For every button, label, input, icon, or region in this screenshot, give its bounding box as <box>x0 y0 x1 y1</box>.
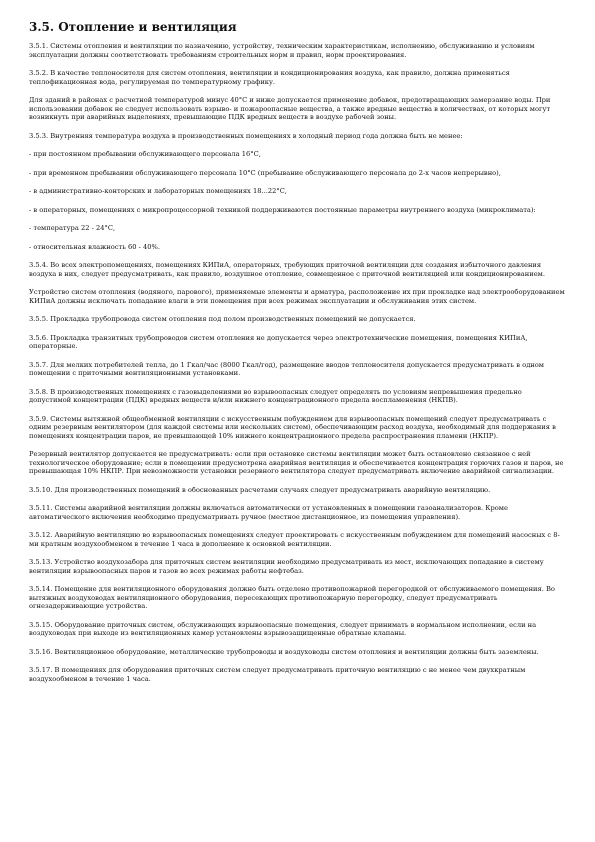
paragraph: - при временном пребывании обслуживающего персонала 10°С (пребывание обслуживающего персонала до 2-х часов непрерывно), <box>29 168 501 177</box>
paragraph: 3.5.14. Помещение для вентиляционного оборудования должно быть отделено противопожарной перегородкой от обслуживаемого помещения. Во вытяжных воздуховодах вентиляционного оборудования, пересекающих противопожарную перегородку, следует предусматривать огнезадерживающие устройства. <box>29 585 555 610</box>
paragraph: 3.5.12. Аварийную вентиляцию во взрывоопасных помещениях следует проектировать с искусственным побуждением для помещений насосных с 8-ми кратным воздухообменом в течение 1 часа в дополнение к основной вентиляции. <box>29 531 560 548</box>
paragraph: 3.5.8. В производственных помещениях с газовыделениями во взрывоопасных следует определять по условиям непревышения предельно допустимой концентрации (ПДК) вредных веществ и/или нижнего концентрационного предела воспламенения (НКПВ). <box>29 387 522 404</box>
paragraph: 3.5.15. Оборудование приточных систем, обслуживающих взрывоопасные помещения, следует принимать в нормальном исполнении, если на воздуховодах при выходе из вентиляционных камер установлены взрывозащищенные обратные клапаны. <box>29 620 537 637</box>
paragraph: Для зданий в районах с расчетной температурой минус 40°С и ниже допускается применение добавок, предотвращающих замерзание воды. При использовании добавок не следует использовать взрыво- и пожароопасные вещества, а также вредные вещества в количествах, от которых могут возникнуть при аварийных выделениях, превышающие ПДК вредных веществ в воздухе рабочей зоны. <box>29 96 551 121</box>
paragraph: 3.5.11. Системы аварийной вентиляции должны включаться автоматически от установленных в помещении газоанализаторов. Кроме автоматического включения необходимо предусматривать ручное (местное дистанционное, из помещения управления). <box>29 504 508 521</box>
paragraph: 3.5.17. В помещениях для оборудования приточных систем следует предусматривать приточную вентиляцию с не менее чем двухкратным воздухообменом в течение 1 часа. <box>29 666 526 683</box>
paragraph: - в административно-конторских и лабораторных помещениях 18...22°С, <box>29 187 287 195</box>
paragraph: 3.5.16. Вентиляционное оборудование, металлические трубопроводы и воздуховоды систем отопления и вентиляции должны быть заземлены. <box>29 647 539 656</box>
paragraph: 3.5.7. Для мелких потребителей тепла, до 1 Гкал/час (8000 Гкал/год), размещение вводов теплоносителя допускается предусматривать в одном помещении с приточными вентиляционными установками. <box>29 360 544 377</box>
paragraph: - при постоянном пребывании обслуживающего персонала 16°С, <box>29 150 261 158</box>
paragraph: 3.5.5. Прокладка трубопровода систем отопления под полом производственных помещений не допускается. <box>29 315 416 323</box>
paragraph: 3.5.4. Во всех электропомещениях, помещениях КИПиА, операторных, требующих приточной вентиляции для создания избыточного давления воздуха в них, следует предусматривать, как правило, воздушное отопление, совмещенное с приточной вентиляцией или кондиционированием. <box>29 261 545 278</box>
paragraph: Резервный вентилятор допускается не предусматривать: если при остановке системы вентиляции может быть остановлено связанное с ней технологическое оборудование; если в помещении предусмотрена аварийная вентиляция и обеспечивается концентрация горючих газов и паров, не превышающая 10% НКПР. При невозможности установки резервного вентилятора следует предусматривать включение аварийной сигнализации. <box>29 450 564 475</box>
paragraph: 3.5.1. Системы отопления и вентиляции по назначению, устройству, техническим характеристикам, исполнению, обслуживанию и условиям эксплуатации должны соответствовать требованиям строительных норм и правил, норм проектирования. <box>29 42 535 59</box>
paragraph: Устройство систем отопления (водяного, парового), применяемые элементы и арматура, расположение их при прокладке над электрооборудованием КИПиА должны исключать попадание влаги в эти помещения при всех режимах эксплуатации и обслуживания этих систем. <box>29 288 565 305</box>
section-title: 3.5. Отопление и вентиляция <box>29 20 237 34</box>
paragraph: 3.5.9. Системы вытяжной общеобменной вентиляции с искусственным побуждением для взрывоопасных помещений следует предусматривать с одним резервным вентилятором (для каждой системы или нескольких систем), обеспечивающим расход воздуха, необходимый для поддержания в помещениях концентрации паров, не превышающей 10% нижнего концентрационного предела распространения пламени (НКПР). <box>29 414 556 440</box>
paragraph: 3.5.10. Для производственных помещений в обоснованных расчетами случаях следует предусматривать аварийную вентиляцию. <box>29 485 491 494</box>
paragraph: - в операторных, помещениях с микропроцессорной техникой поддерживаются постоянные параметры внутреннего воздуха (микроклимата): <box>29 205 536 214</box>
paragraph: 3.5.13. Устройство воздухозабора для приточных систем вентиляции необходимо предусматривать из мест, исключающих попадание в систему вентиляции взрывоопасных паров и газов во всех режимах работы нефтебаз. <box>29 558 544 575</box>
paragraph: - температура 22 - 24°С, <box>29 224 116 232</box>
paragraph: - относительная влажность 60 - 40%. <box>29 242 160 251</box>
paragraph: 3.5.6. Прокладка транзитных трубопроводов систем отопления не допускается через электротехнические помещения, помещения КИПиА, операторные. <box>29 333 528 350</box>
section-body <box>29 42 566 683</box>
paragraph: 3.5.3. Внутренняя температура воздуха в производственных помещениях в холодный период года должна быть не менее: <box>29 131 463 140</box>
paragraph: 3.5.2. В качестве теплоносителя для систем отопления, вентиляции и кондиционирования воздуха, как правило, должна применяться теплофикационная вода, регулируемая по температурному графику. <box>29 69 510 86</box>
